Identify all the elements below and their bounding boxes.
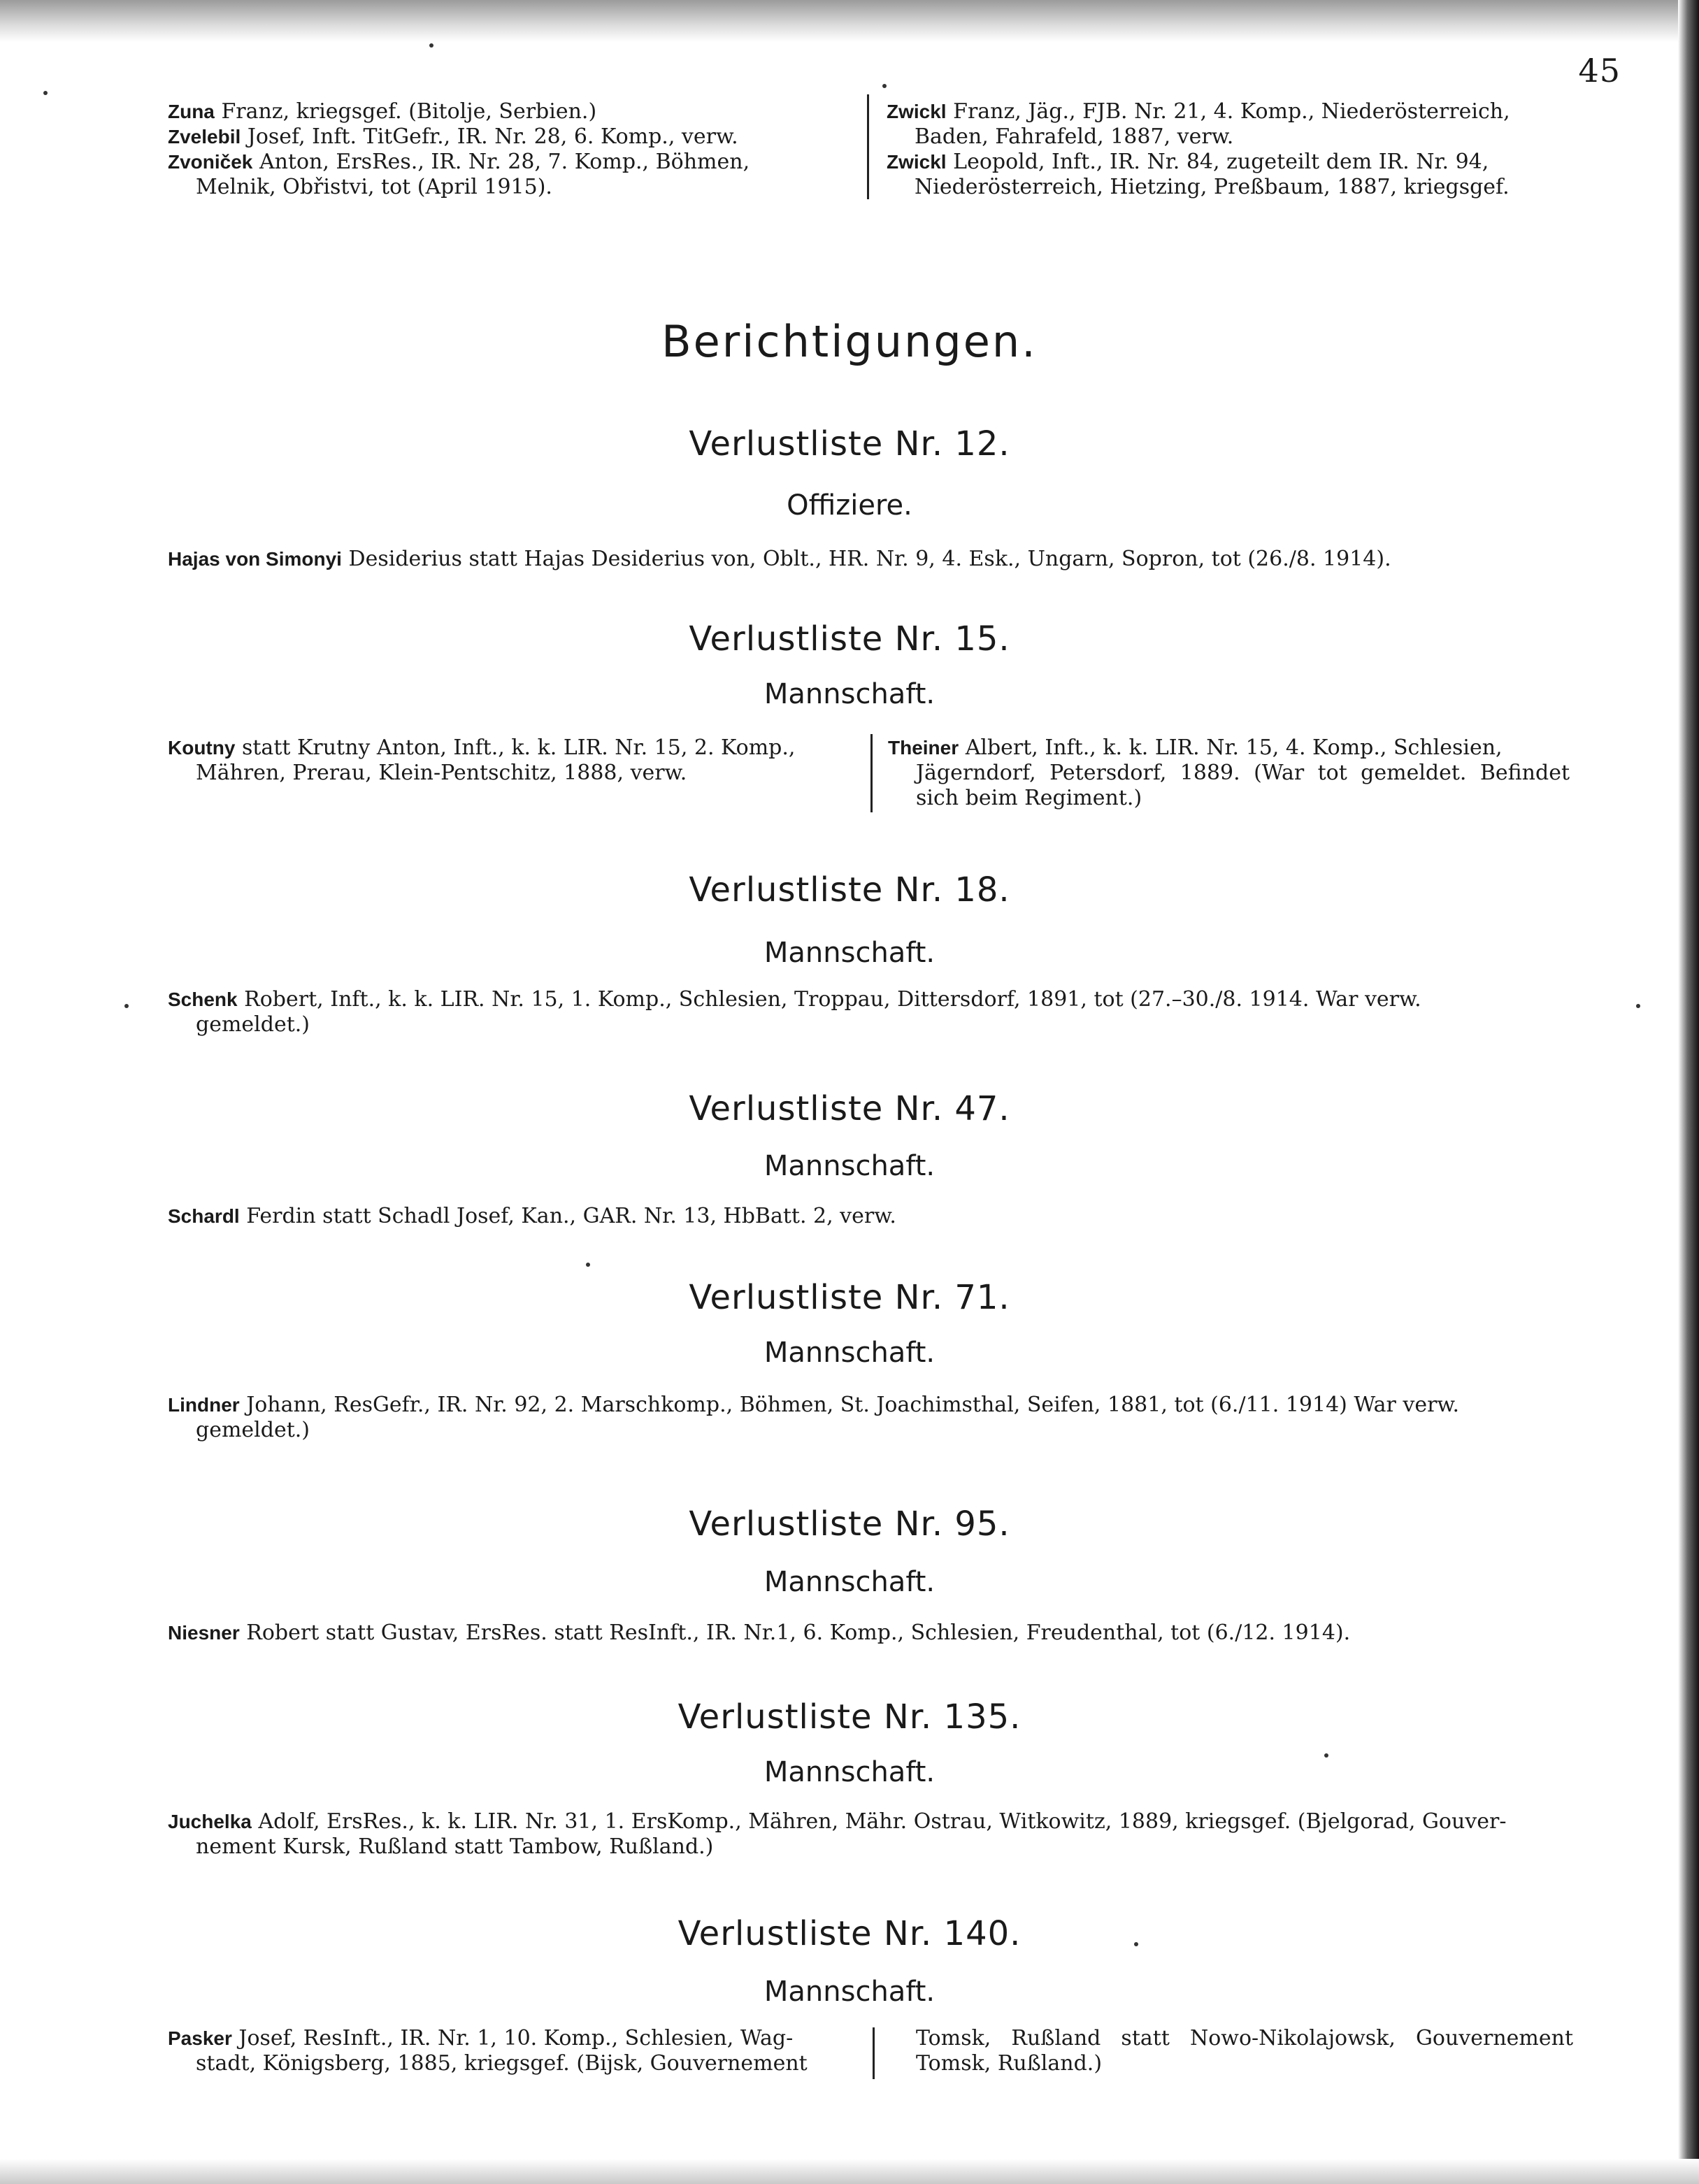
entry-name: Pasker <box>168 2027 232 2049</box>
entry-continuation: Mähren, Prerau, Klein-Pentschitz, 1888, verw. <box>196 761 687 785</box>
entry-continuation: gemeldet.) <box>196 1418 310 1442</box>
scan-speck <box>124 1004 129 1008</box>
list-item <box>887 99 1572 150</box>
entry-text: Ferdin statt Schadl Josef, Kan., GAR. Nr. 13, HbBatt. 2, verw. <box>246 1204 896 1228</box>
top-right-column <box>887 99 1572 200</box>
section-title: Verlustliste Nr. 47. <box>689 1089 1010 1128</box>
entry-text: Franz, kriegsgef. (Bitolje, Serbien.) <box>221 99 597 124</box>
entry-text: Albert, Inft., k. k. LIR. Nr. 15, 4. Komp., Schlesien, <box>965 735 1503 760</box>
entry-name: Zvoniček <box>168 151 253 173</box>
list-item <box>168 547 1573 572</box>
section-title: Verlustliste Nr. 140. <box>678 1914 1021 1953</box>
list-item <box>916 2026 1573 2076</box>
entry-text: Josef, ResInft., IR. Nr. 1, 10. Komp., Schlesien, Wag- <box>238 2026 794 2050</box>
section-subtitle: Mannschaft. <box>764 1756 935 1788</box>
section-subtitle: Mannschaft. <box>764 1976 935 2008</box>
entry-name: Theiner <box>888 737 959 759</box>
list-item <box>888 735 1570 811</box>
section-title: Verlustliste Nr. 18. <box>689 870 1010 910</box>
page-title: Berichtigungen. <box>661 316 1038 367</box>
entry-name: Zuna <box>168 101 215 122</box>
entry-text: Johann, ResGefr., IR. Nr. 92, 2. Marschkomp., Böhmen, St. Joachimsthal, Seifen, 1881, tot (6./11. 1914) War verw. <box>246 1393 1460 1417</box>
section-title: Verlustliste Nr. 95. <box>689 1504 1010 1544</box>
top-left-column <box>168 99 850 200</box>
entry-name: Schenk <box>168 989 238 1010</box>
section-subtitle: Offiziere. <box>787 489 912 522</box>
entry-text: Robert, Inft., k. k. LIR. Nr. 15, 1. Komp., Schlesien, Troppau, Dittersdorf, 1891, tot (27.–30./8. 1914. War verw. <box>244 987 1421 1012</box>
entry-continuation: Niederösterreich, Hietzing, Preßbaum, 1887, kriegsgef. <box>915 175 1510 199</box>
list-item <box>168 1393 1573 1443</box>
list-item <box>168 2026 860 2076</box>
list-item <box>168 1621 1573 1646</box>
list-item <box>168 124 850 150</box>
entry-continuation: gemeldet.) <box>196 1012 310 1037</box>
entry-continuation: Melnik, Obřistvi, tot (April 1915). <box>196 175 552 199</box>
list-item <box>168 150 850 200</box>
entry-text: Franz, Jäg., FJB. Nr. 21, 4. Komp., Niederösterreich, <box>953 99 1510 124</box>
page-number: 45 <box>1578 52 1621 89</box>
scan-speck <box>1134 1942 1138 1946</box>
scan-speck <box>429 43 433 48</box>
section-subtitle: Mannschaft. <box>764 1337 935 1369</box>
scan-speck <box>1636 1004 1640 1008</box>
scan-bottom-edge <box>0 2159 1699 2184</box>
section-title: Verlustliste Nr. 135. <box>678 1697 1021 1737</box>
entry-text: Leopold, Inft., IR. Nr. 84, zugeteilt dem IR. Nr. 94, <box>953 150 1489 174</box>
column-divider <box>873 2027 875 2079</box>
entry-text: Adolf, ErsRes., k. k. LIR. Nr. 31, 1. ErsKomp., Mähren, Mähr. Ostrau, Witkowitz, 1889, kriegsgef. (Bjelgorad, Gouver- <box>258 1809 1507 1834</box>
entry-text: Josef, Inft. TitGefr., IR. Nr. 28, 6. Komp., verw. <box>247 124 738 149</box>
list-item <box>168 987 1573 1037</box>
scan-top-shadow <box>0 0 1699 42</box>
entry-text: Desiderius statt Hajas Desiderius von, Oblt., HR. Nr. 9, 4. Esk., Ungarn, Sopron, tot (26./8. 1914). <box>348 547 1391 571</box>
column-divider <box>867 94 869 199</box>
entry-text: statt Krutny Anton, Inft., k. k. LIR. Nr. 15, 2. Komp., <box>241 735 796 760</box>
list-item <box>887 150 1572 200</box>
entry-name: Lindner <box>168 1394 240 1416</box>
entry-text: Tomsk, Rußland statt Nowo-Nikolajowsk, Gouvernement Tomsk, Rußland.) <box>916 2026 1573 2076</box>
section-title: Verlustliste Nr. 12. <box>689 424 1010 464</box>
column-divider <box>870 734 873 812</box>
section-subtitle: Mannschaft. <box>764 1566 935 1598</box>
list-item <box>168 1809 1573 1860</box>
scan-speck <box>882 84 887 88</box>
entry-name: Zvelebil <box>168 126 241 148</box>
entry-text: Robert statt Gustav, ErsRes. statt ResInft., IR. Nr.1, 6. Komp., Schlesien, Freudenthal, tot (6./12. 1914). <box>246 1621 1351 1645</box>
section-subtitle: Mannschaft. <box>764 1150 935 1182</box>
entry-name: Zwickl <box>887 101 947 122</box>
list-item <box>168 735 853 786</box>
scan-speck <box>43 91 48 95</box>
entry-name: Schardl <box>168 1205 240 1227</box>
entry-name: Hajas von Simonyi <box>168 548 342 570</box>
scan-speck <box>1324 1753 1328 1758</box>
entry-name: Juchelka <box>168 1811 252 1832</box>
section-subtitle: Mannschaft. <box>764 937 935 969</box>
entry-text: Anton, ErsRes., IR. Nr. 28, 7. Komp., Böhmen, <box>259 150 750 174</box>
entry-continuation: nement Kursk, Rußland statt Tambow, Rußland.) <box>196 1834 714 1859</box>
list-item <box>168 1204 1573 1229</box>
entry-continuation: Jägerndorf, Petersdorf, 1889. (War tot gemeldet. Befindet sich beim Regiment.) <box>916 761 1570 810</box>
section-title: Verlustliste Nr. 15. <box>689 619 1010 659</box>
section-title: Verlustliste Nr. 71. <box>689 1278 1010 1317</box>
section-subtitle: Mannschaft. <box>764 678 935 710</box>
list-item <box>168 99 850 124</box>
scan-speck <box>586 1263 590 1267</box>
entry-continuation: stadt, Königsberg, 1885, kriegsgef. (Bijsk, Gouvernement <box>196 2051 808 2076</box>
entry-name: Niesner <box>168 1622 240 1644</box>
entry-name: Koutny <box>168 737 236 759</box>
entry-name: Zwickl <box>887 151 947 173</box>
entry-continuation: Baden, Fahrafeld, 1887, verw. <box>915 124 1234 149</box>
